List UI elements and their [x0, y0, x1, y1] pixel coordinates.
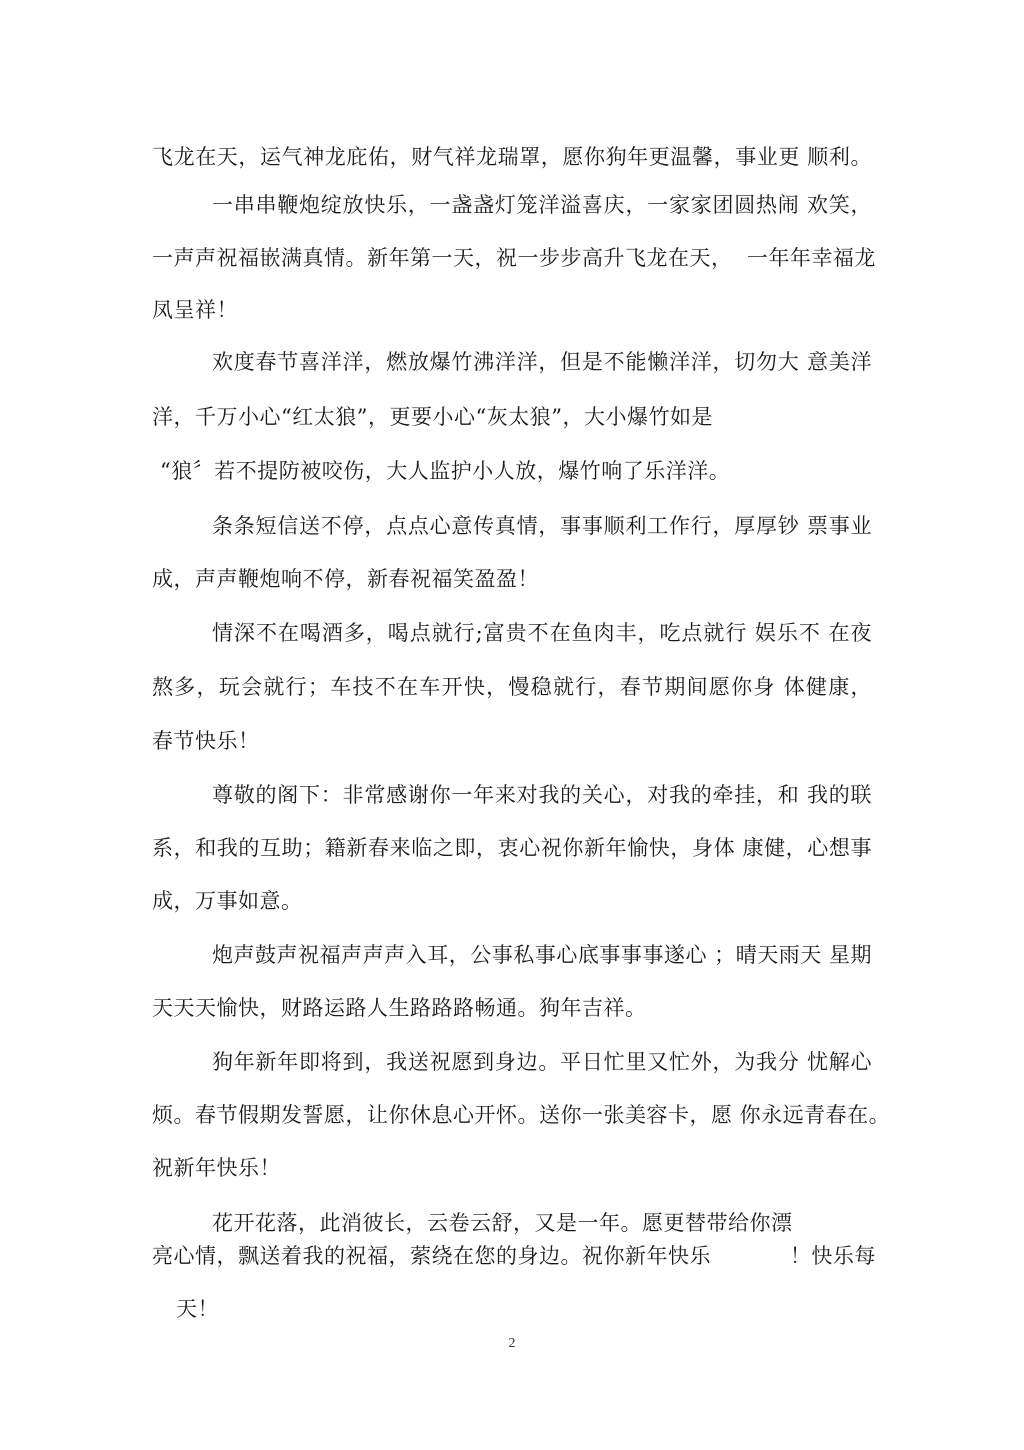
- text-line: 狗年新年即将到，我送祝愿到身边。平日忙里又忙外，为我分 忧解心: [212, 1050, 872, 1074]
- text-line: 尊敬的阁下：非常感谢你一年来对我的关心，对我的牵挂，和 我的联: [212, 783, 872, 807]
- text-line: “狼〞若不提防被咬伤，大人监护小人放，爆竹响了乐洋洋。: [160, 459, 731, 483]
- text-line: 条条短信送不停，点点心意传真情，事事顺利工作行，厚厚钞 票事业: [212, 514, 872, 538]
- text-line: 成，声声鞭炮响不停，新春祝福笑盈盈！: [152, 567, 539, 591]
- text-line: 亮心情，飘送着我的祝福，萦绕在您的身边。祝你新年快乐 ！快乐每: [152, 1244, 876, 1268]
- text-line: 祝新年快乐！: [152, 1156, 281, 1180]
- text-line: 飞龙在天，运气神龙庇佑，财气祥龙瑞罩，愿你狗年更温馨，事业更 顺利。: [152, 145, 872, 169]
- text-line: 一声声祝福嵌满真情。新年第一天，祝一步步高升飞龙在天， 一年年幸福龙: [152, 246, 876, 270]
- text-line: 熬多，玩会就行；车技不在车开快，慢稳就行，春节期间愿你身 体健康，: [152, 675, 872, 699]
- text-line: 天！: [176, 1297, 219, 1321]
- text-line: 欢度春节喜洋洋，燃放爆竹沸洋洋，但是不能懒洋洋，切勿大 意美洋: [212, 350, 872, 374]
- text-line: 凤呈祥！: [152, 298, 238, 322]
- text-line: 烦。春节假期发誓愿，让你休息心开怀。送你一张美容卡，愿 你永远青春在。: [152, 1103, 891, 1127]
- text-line: 情深不在喝酒多，喝点就行;富贵不在鱼肉丰，吃点就行 娱乐不 在夜: [212, 621, 872, 645]
- text-line: 春节快乐！: [152, 729, 260, 753]
- text-line: 一串串鞭炮绽放快乐，一盏盏灯笼洋溢喜庆，一家家团圆热闹 欢笑，: [212, 193, 872, 217]
- page-number: 2: [508, 1336, 516, 1351]
- text-line: 天天天愉快，财路运路人生路路路畅通。狗年吉祥。: [152, 996, 647, 1020]
- text-line: 炮声鼓声祝福声声声入耳，公事私事心底事事事遂心 ；晴天雨天 星期: [212, 943, 872, 967]
- text-line: 成，万事如意。: [152, 889, 303, 913]
- text-line: 花开花落，此消彼长，云卷云舒，又是一年。愿更替带给你漂: [212, 1211, 793, 1235]
- text-line: 系，和我的互助；籍新春来临之即，衷心祝你新年愉快，身体 康健，心想事: [152, 836, 872, 860]
- text-line: 洋，千万小心“红太狼”，更要小心“灰太狼”，大小爆竹如是: [152, 405, 713, 429]
